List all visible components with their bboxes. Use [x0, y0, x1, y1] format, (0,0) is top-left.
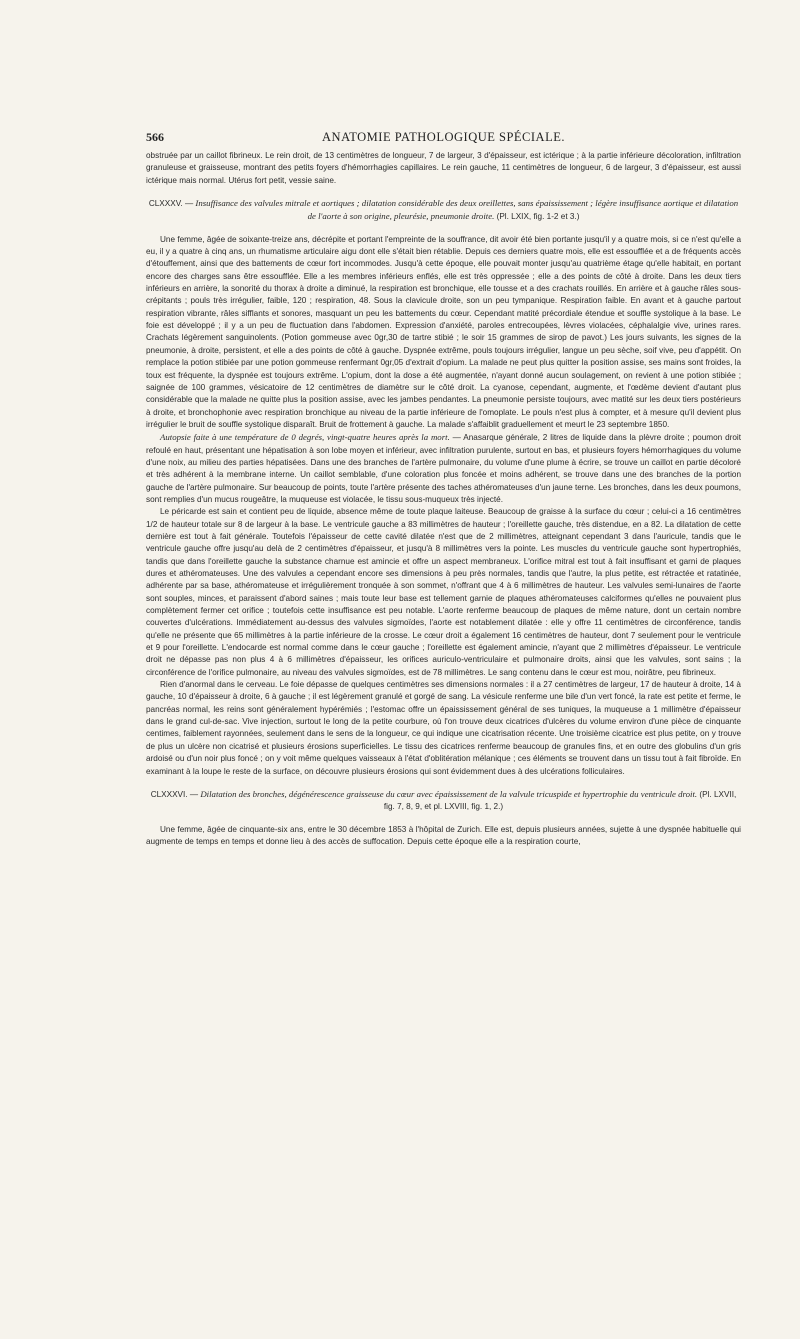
- opening-paragraph: obstruée par un caillot fibrineux. Le rein droit, de 13 centimètres de longueur, 7 de largeur, 3 d'épaisseur, est ictérique ; à la partie inférieure décoloration, infiltration granuleuse et graisseuse, montrant des petits foyers d'hémorrhagies capillaires. Le rein gauche, 11 centimètres de longueur, 6 de largeur, 3 d'épaisseur, est aussi ictérique mais normal. Utérus fort petit, vessie saine.: [146, 151, 741, 185]
- case-186-title: Dilatation des bronches, dégénérescence graisseuse du cœur avec épaississement de la valvule tricuspide et hypertrophie du ventricule droit.: [200, 788, 698, 799]
- case-185-number: CLXXXV. —: [148, 199, 196, 209]
- page-number: 566: [146, 130, 164, 144]
- body-text: [146, 150, 741, 848]
- running-title: ANATOMIE PATHOLOGIQUE SPÉCIALE.: [322, 130, 565, 144]
- case-186-heading: [146, 788, 741, 814]
- case-185-autopsy: [146, 431, 741, 506]
- running-header: [146, 130, 741, 146]
- case-185-plate-ref: (Pl. LXIX, fig. 1-2 et 3.): [494, 212, 580, 222]
- case-186-plate-ref: (Pl. LXVII, fig. 7, 8, 9, et pl. LXVIII, fig. 1, 2.): [383, 789, 737, 812]
- case-185-heading: [146, 197, 741, 224]
- case-186-history: Une femme, âgée de cinquante-six ans, entre le 30 décembre 1853 à l'hôpital de Zurich. Elle est, depuis plusieurs années, sujette à une dyspnée habituelle qui augmente de temps en temps et donne lieu à des accès de suffocation. Depuis cette époque elle a la respiration courte,: [146, 824, 741, 846]
- case-185-autopsy-heading: Autopsie faite à une température de 0 degrés, vingt-quatre heures après la mort.: [160, 432, 450, 443]
- case-185-heart: Le péricarde est sain et contient peu de liquide, absence même de toute plaque laiteuse. Beaucoup de graisse à la surface du cœur ; celui-ci a 16 centimètres 1/2 de hauteur totale sur 8 de largeur à la base. Le ventricule gauche a 83 millimètres de hauteur ; l'oreillette gauche, très distendue, en a 82. La dilatation de cette dernière est tout à fait générale. Toutefois l'épaisseur de cette cavité dilatée n'est que de 2 millimètres, atteignant cependant 3 dans l'auricule, tandis que le ventricule gauche offre jusqu'au delà de 2 centimètres d'épaisseur, et jusqu'à 8 millimètres vers la pointe. Les muscles du ventricule gauche sont hypertrophiés, tandis que dans l'oreillette gauche la substance charnue est amincie et offre un aspect membraneux. L'orifice mitral est tout à fait insuffisant et garni de plaques dures et athéromateuses. Une des valvules a cependant encore ses dimensions à peu près normales, tandis que l'autre, la plus petite, est rétractée et ratatinée, adhérente par sa base, athéromateuse et irrégulièrement tronquée à son sommet, n'offrant que 4 à 6 millimètres de hauteur. Les valvules semi-lunaires de l'aorte sont souples, minces, et paraissent d'abord saines ; mais toute leur base est tellement garnie de plaques athéromateuses calciformes qu'elles ne pouvaient plus complètement fermer cet orifice ; toutefois cette insuffisance est peu notable. L'aorte renferme beaucoup de plaques de même nature, dont un certain nombre couvertes d'ulcérations. Immédiatement au-dessus des valvules sigmoïdes, l'aorte est notablement dilatée : elle y offre 11 centimètres de circonférence, tandis qu'elle ne présente que 65 millimètres à la partie inférieure de la crosse. Le cœur droit a également 16 centimètres de hauteur, dont 7 seulement pour le ventricule et 9 pour l'oreillette. L'endocarde est normal comme dans le cœur gauche ; l'oreillette est également amincie, n'ayant que 2 millimètres d'épaisseur. Le ventricule droit ne dépasse pas non plus 4 à 6 millimètres d'épaisseur, les orifices auriculo-ventriculaire et pulmonaire droits, ainsi que les valvules, sont sains ; la circonférence de l'orifice pulmonaire, au niveau des valvules sigmoïdes, est de 78 millimètres. Le sang contenu dans le cœur est mou, noirâtre, peu fibrineux.: [146, 507, 741, 677]
- case-185-title: Insuffisance des valvules mitrale et aortiques ; dilatation considérable des deux oreillettes, sans épaississement ; légère insuffisance aortique et dilatation de l'aorte à son origine, pleurésie, pneumonie droite.: [195, 198, 739, 222]
- case-186-number: CLXXXVI. —: [150, 789, 201, 799]
- case-185-organs: Rien d'anormal dans le cerveau. Le foie dépasse de quelques centimètres ses dimensions normales : il a 27 centimètres de largeur, 17 de hauteur à droite, 14 à gauche, 10 d'épaisseur à droite, 6 à gauche ; il est légèrement granulé et gorgé de sang. La vésicule renferme une bile d'un vert foncé, la rate est petite et ferme, le pancréas normal, les reins sont généralement hypérémiés ; l'estomac offre un épaississement général de ses tuniques, la muqueuse a 1 millimètre d'épaisseur dans le grand cul-de-sac. Vive injection, surtout le long de la petite courbure, où l'on trouve deux cicatrices d'ulcères du volume environ d'une pièce de cinquante centimes, faiblement rayonnées, seulement dans le sens de la longueur, ce qui indique une cicatrisation récente. Une troisième cicatrice est plus petite, on y trouve de plus un ulcère non cicatrisé et plusieurs érosions superficielles. Le tissu des cicatrices renferme beaucoup de granules fins, et en outre des globulins d'un gris ardoisé ou d'un noir plus foncé ; on y voit même quelques vaisseaux à l'état d'oblitération mélanique ; ces éléments se trouvent dans un tissu tout à fait fibroïde. En examinant à la loupe le reste de la surface, on découvre plusieurs érosions qui sont évidemment dues à des ulcérations folliculaires.: [146, 680, 741, 776]
- case-185-history: Une femme, âgée de soixante-treize ans, décrépite et portant l'empreinte de la souffrance, dit avoir été bien portante jusqu'il y a quatre mois, si ce n'est qu'elle a eu, il y a quatre à cinq ans, un rhumatisme articulaire aigu dont elle s'était bien rétablie. Depuis ces derniers quatre mois, elle est essoufflée et a de fréquents accès d'étouffement, ainsi que des battements de cœur fort incommodes. Jusqu'à cette époque, elle pouvait monter jusqu'au quatrième étage qu'elle habitait, en portant encore des charges sans être essoufflée. Elle a les membres inférieurs enflés, elle est très oppressée ; elle a des points de côté à droite. Dans les deux tiers inférieurs en arrière, la sonorité du thorax à droite a diminué, la respiration est bronchique, elle tousse et a des crachats rouillés. En arrière et à gauche râles sous-crépitants ; pouls très irrégulier, faible, 120 ; respiration, 48. Sous la clavicule droite, son un peu tympanique. Respiration faible. En avant et à gauche partout respiration vibrante, râles sifflants et sonores, masquant un peu les battements du cœur. Cependant matité précordiale étendue et souffle systolique à la base. Le foie est développé ; il y a un peu de fluctuation dans l'abdomen. Expression d'anxiété, paroles entrecoupées, lèvres violacées, céphalalgie vive, urines rares. Crachats légèrement sanguinolents. (Potion gommeuse avec 0gr,30 de tartre stibié ; le soir 15 grammes de sirop de pavot.) Les jours suivants, les signes de la pneumonie, à droite, persistent, et elle a des points de côté à gauche. Dyspnée extrême, pouls toujours irrégulier, langue un peu sèche, soif vive, peu d'appétit. On remplace la potion stibiée par une potion gommeuse renfermant 0gr,05 d'extrait d'opium. La malade ne peut plus quitter la position assise, ses mains sont froides, la toux est fréquente, la dyspnée est toujours extrême. L'opium, dont la dose a été augmentée, n'ayant donné aucun soulagement, on revient à une potion stibiée ; saignée de 100 grammes, vésicatoire de 12 centimètres de diamètre sur le côté droit. La cyanose, cependant, augmente, et l'œdème devient d'autant plus considérable que la malade ne quitte plus la position assise, avec les jambes pendantes. La pneumonie persiste toujours, avec matité sur les deux tiers postérieurs à droite, et bronchophonie avec respiration bronchique au niveau de la partie inférieure de l'omoplate. Le pouls n'est plus à compter, et à mesure qu'il devient plus irrégulier le bruit de souffle systolique disparaît. Bruit de frottement à gauche. La malade s'affaiblit graduellement et meurt le 23 septembre 1850.: [146, 234, 741, 429]
- case-185-autopsy-text: — Anasarque générale, 2 litres de liquide dans la plèvre droite ; poumon droit refoulé en haut, présentant une hépatisation à son lobe moyen et inférieur, avec infiltration purulente, surtout en bas, et plusieurs foyers hémorrhagiques du volume d'une noix, au milieu des parties hépatisées. Dans une des branches de l'artère pulmonaire, du volume d'une plume à écrire, se trouve un caillot en partie décoloré et très adhérent à la membrane interne. Un caillot semblable, d'une coloration plus foncée et moins adhérent, se trouve dans une des branches de la portion gauche de l'artère pulmonaire. Sur beaucoup de points, toute l'artère présente des taches athéromateuses d'un jaune terne. Les bronches, dans les deux poumons, sont remplies d'un mucus rougeâtre, la muqueuse est violacée, le tissu sous-muqueux très injecté.: [146, 433, 741, 504]
